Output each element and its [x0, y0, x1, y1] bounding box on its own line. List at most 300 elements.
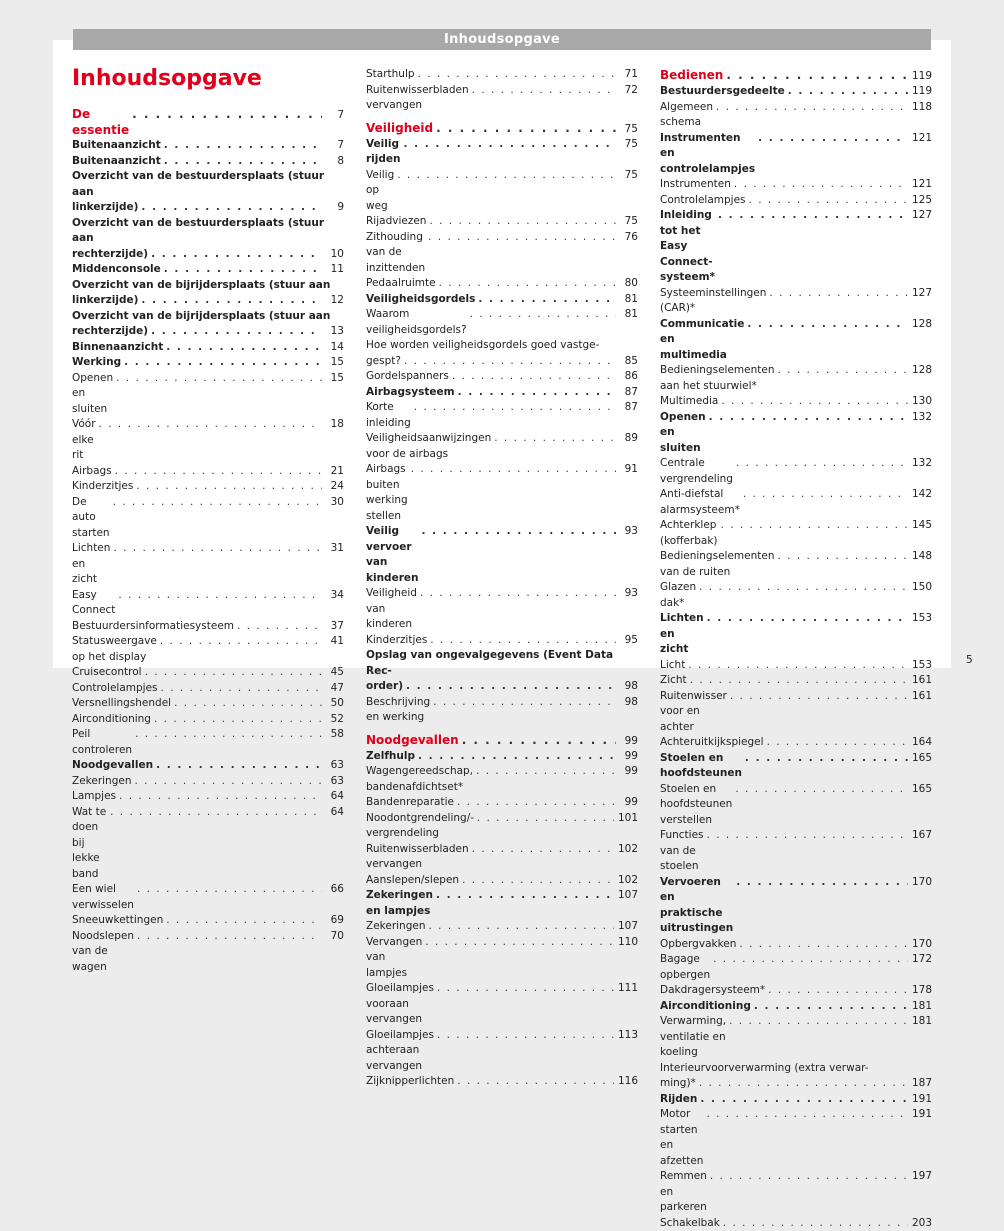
toc-leader-dots: [768, 983, 908, 999]
toc-entry[interactable]: [366, 214, 638, 230]
toc-page-number: 12: [326, 293, 344, 309]
toc-entry[interactable]: [366, 981, 638, 1028]
toc-leader-dots: [115, 464, 322, 480]
toc-entry[interactable]: [660, 286, 932, 317]
toc-entry-title: Ruitenwisserbladen vervangen: [366, 83, 469, 114]
toc-page-number: 107: [618, 919, 638, 935]
toc-leader-dots: [428, 230, 616, 246]
toc-entry-title: Functies van de stoelen: [660, 828, 704, 875]
toc-entry[interactable]: [72, 340, 344, 356]
toc-entry-title: Bandenreparatie: [366, 795, 454, 811]
toc-leader-dots: [429, 214, 616, 230]
toc-leader-dots: [688, 658, 908, 674]
toc-page-number: 99: [620, 749, 638, 765]
toc-entry-title: Kinderzitjes: [72, 479, 133, 495]
toc-leader-dots: [729, 1014, 908, 1030]
toc-page-number: 187: [912, 1076, 932, 1092]
toc-entry[interactable]: [660, 1107, 932, 1169]
toc-leader-dots: [707, 611, 908, 627]
toc-leader-dots: [747, 317, 908, 333]
toc-page-number: 91: [620, 462, 638, 478]
toc-leader-dots: [769, 286, 908, 302]
toc-entry[interactable]: [660, 983, 932, 999]
toc-entry[interactable]: [72, 712, 344, 728]
toc-leader-dots: [418, 749, 616, 765]
toc-entry[interactable]: [366, 873, 638, 889]
toc-page-number: 128: [912, 317, 932, 333]
toc-entry-title: Bestuurdersinformatiesysteem: [72, 619, 234, 635]
toc-leader-dots: [699, 580, 908, 596]
toc-entry[interactable]: [660, 580, 932, 611]
toc-entry[interactable]: [660, 208, 932, 286]
toc-entry-title: Licht: [660, 658, 685, 674]
toc-page-number: 121: [912, 177, 932, 193]
toc-entry-title: Werking: [72, 355, 121, 371]
toc-entry[interactable]: [366, 648, 638, 695]
toc-entry-title: Dakdragersysteem*: [660, 983, 765, 999]
toc-entry-title: Overzicht van de bijrijdersplaats (stuur aan: [72, 278, 344, 294]
toc-entry[interactable]: [72, 789, 344, 805]
toc-entry[interactable]: [366, 633, 638, 649]
toc-entry-title: Zekeringen en lampjes: [366, 888, 433, 919]
toc-entry[interactable]: [366, 919, 638, 935]
toc-entry[interactable]: [366, 586, 638, 633]
toc-entry-title: Peil controleren: [72, 727, 132, 758]
toc-entry[interactable]: [72, 727, 344, 758]
toc-entry[interactable]: [660, 549, 932, 580]
toc-leader-dots: [736, 875, 908, 891]
toc-entry-title: Gloeilampjes achteraan vervangen: [366, 1028, 434, 1075]
toc-page-number: 47: [326, 681, 344, 697]
toc-entry[interactable]: [366, 385, 638, 401]
toc-entry[interactable]: [660, 487, 932, 518]
toc-leader-dots: [723, 1216, 908, 1231]
toc-entry-title: Bedienen: [660, 67, 723, 83]
toc-page-number: 153: [912, 658, 932, 674]
toc-entry-title: Noodslepen van de wagen: [72, 929, 134, 976]
toc-entry[interactable]: [660, 751, 932, 782]
toc-entry[interactable]: [72, 417, 344, 464]
toc-entry[interactable]: [72, 929, 344, 976]
toc-entry[interactable]: [660, 735, 932, 751]
toc-leader-dots: [735, 782, 908, 798]
toc-leader-dots: [421, 524, 616, 540]
toc-column-1: [72, 106, 344, 975]
toc-entry[interactable]: [72, 681, 344, 697]
toc-entry-title: Airbags buiten werking stellen: [366, 462, 408, 524]
toc-leader-dots: [472, 842, 614, 858]
toc-entry-title: Bedieningselementen van de ruiten: [660, 549, 774, 580]
toc-page-number: 81: [620, 292, 638, 308]
toc-leader-dots: [151, 247, 322, 263]
toc-entry-title: Noodgevallen: [366, 732, 459, 748]
toc-leader-dots: [699, 1076, 908, 1092]
toc-page-number: 64: [326, 789, 344, 805]
toc-page-number: 119: [912, 68, 932, 84]
toc-entry[interactable]: [366, 462, 638, 524]
toc-section-heading[interactable]: [366, 120, 638, 137]
toc-entry-title: Overzicht van de bijrijdersplaats (stuur aan: [72, 309, 344, 325]
toc-leader-dots: [730, 689, 908, 705]
toc-leader-dots: [160, 634, 322, 650]
toc-entry[interactable]: [660, 999, 932, 1015]
toc-entry[interactable]: [660, 782, 932, 829]
toc-entry[interactable]: [72, 138, 344, 154]
toc-entry[interactable]: [366, 292, 638, 308]
toc-entry[interactable]: [72, 619, 344, 635]
toc-entry[interactable]: [72, 479, 344, 495]
toc-entry[interactable]: [366, 431, 638, 462]
toc-entry[interactable]: [72, 805, 344, 883]
toc-entry[interactable]: [72, 154, 344, 170]
toc-leader-dots: [452, 369, 616, 385]
toc-entry-title: Statusweergave op het display: [72, 634, 157, 665]
toc-page-number: 63: [326, 774, 344, 790]
toc-entry[interactable]: [660, 317, 932, 364]
toc-entry[interactable]: [366, 307, 638, 338]
toc-leader-dots: [166, 913, 322, 929]
toc-page-number: 75: [620, 214, 638, 230]
toc-entry-title: Noodgevallen: [72, 758, 153, 774]
toc-entry[interactable]: [366, 369, 638, 385]
toc-page-number: 58: [326, 727, 344, 743]
toc-page-number: 181: [912, 1014, 932, 1030]
toc-page-number: 165: [912, 751, 932, 767]
toc-entry-title-continued: gespt?: [366, 354, 401, 370]
toc-entry-title: Instrumenten en controlelampjes: [660, 131, 755, 178]
toc-entry[interactable]: [366, 935, 638, 982]
toc-leader-dots: [777, 363, 907, 379]
toc-leader-dots: [707, 828, 908, 844]
toc-page-number: 164: [912, 735, 932, 751]
toc-entry-title: Bagage opbergen: [660, 952, 710, 983]
toc-leader-dots: [164, 154, 322, 170]
toc-leader-dots: [462, 732, 616, 748]
toc-entry[interactable]: [660, 937, 932, 953]
toc-section-heading[interactable]: [660, 67, 932, 84]
toc-entry[interactable]: [72, 216, 344, 263]
toc-entry[interactable]: [72, 634, 344, 665]
toc-leader-dots: [99, 417, 322, 433]
toc-entry-title: Airbagsysteem: [366, 385, 455, 401]
toc-entry[interactable]: [72, 464, 344, 480]
toc-entry[interactable]: [660, 673, 932, 689]
toc-leader-dots: [418, 67, 616, 83]
toc-entry-title: Veiligheid: [366, 120, 433, 136]
toc-entry-title: Rijadviezen: [366, 214, 426, 230]
toc-entry[interactable]: [366, 137, 638, 168]
toc-leader-dots: [166, 340, 322, 356]
toc-leader-dots: [436, 120, 616, 136]
toc-entry-title: Zicht: [660, 673, 687, 689]
toc-page-number: 11: [326, 262, 344, 278]
toc-entry[interactable]: [366, 695, 638, 726]
toc-entry[interactable]: [366, 811, 638, 842]
toc-leader-dots: [164, 262, 322, 278]
toc-page-number: 95: [620, 633, 638, 649]
toc-entry[interactable]: [660, 84, 932, 100]
toc-leader-dots: [156, 758, 322, 774]
toc-entry[interactable]: [366, 1028, 638, 1075]
toc-page-number: 170: [912, 937, 932, 953]
toc-leader-dots: [237, 619, 322, 635]
toc-entry[interactable]: [366, 795, 638, 811]
toc-entry-title: Veilig vervoer van kinderen: [366, 524, 418, 586]
toc-entry-title: Zekeringen: [366, 919, 426, 935]
toc-entry-title: Een wiel verwisselen: [72, 882, 134, 913]
toc-page-number: 150: [912, 580, 932, 596]
toc-page-number: 181: [912, 999, 932, 1015]
toc-entry[interactable]: [72, 665, 344, 681]
toc-entry[interactable]: [72, 774, 344, 790]
toc-page-number: 118: [912, 100, 932, 116]
toc-page-number: 110: [618, 935, 638, 951]
toc-column-2: [366, 67, 638, 1090]
toc-entry-title: Zithouding van de inzittenden: [366, 230, 425, 277]
toc-leader-dots: [161, 681, 322, 697]
toc-leader-dots: [433, 695, 616, 711]
toc-entry-title: Algemeen schema: [660, 100, 713, 131]
toc-leader-dots: [439, 276, 616, 292]
toc-entry[interactable]: [660, 193, 932, 209]
toc-leader-dots: [710, 1169, 908, 1185]
toc-entry[interactable]: [366, 230, 638, 277]
toc-leader-dots: [718, 208, 908, 224]
toc-leader-dots: [721, 518, 908, 534]
toc-leader-dots: [404, 354, 616, 370]
toc-page-number: 99: [620, 764, 638, 780]
toc-page-number: 99: [620, 795, 638, 811]
toc-page-number: 172: [912, 952, 932, 968]
toc-page-number: 130: [912, 394, 932, 410]
toc-page-number: 145: [912, 518, 932, 534]
toc-entry[interactable]: [72, 758, 344, 774]
toc-page-number: 113: [618, 1028, 638, 1044]
toc-entry[interactable]: [660, 1216, 932, 1231]
toc-entry[interactable]: [660, 611, 932, 658]
toc-entry-title: Overzicht van de bestuurdersplaats (stuur aan: [72, 169, 344, 200]
toc-leader-dots: [767, 735, 908, 751]
page-number: 5: [966, 654, 973, 666]
toc-leader-dots: [113, 541, 322, 557]
toc-entry-title: Communicatie en multimedia: [660, 317, 744, 364]
toc-leader-dots: [397, 168, 616, 184]
toc-entry[interactable]: [366, 749, 638, 765]
toc-entry-title: Opslag van ongevalgegevens (Event Data Rec-: [366, 648, 638, 679]
toc-entry-title: Vóór elke rit: [72, 417, 96, 464]
toc-entry-title: Waarom veiligheidsgordels?: [366, 307, 467, 338]
toc-section-heading[interactable]: [366, 732, 638, 749]
toc-leader-dots: [458, 385, 616, 401]
toc-page-number: 7: [326, 138, 344, 154]
toc-entry[interactable]: [72, 169, 344, 216]
toc-page-number: 70: [326, 929, 344, 945]
toc-page-number: 102: [618, 873, 638, 889]
toc-page-number: 7: [326, 107, 344, 123]
toc-page-number: 80: [620, 276, 638, 292]
toc-page-number: 132: [912, 456, 932, 472]
toc-entry[interactable]: [72, 495, 344, 542]
toc-page-number: 45: [326, 665, 344, 681]
toc-page-number: 24: [326, 479, 344, 495]
toc-entry-title: Verwarming, ventilatie en koeling: [660, 1014, 726, 1061]
toc-entry[interactable]: [660, 100, 932, 131]
toc-entry[interactable]: [660, 952, 932, 983]
toc-page-number: 75: [620, 121, 638, 137]
toc-entry[interactable]: [366, 276, 638, 292]
toc-entry[interactable]: [660, 689, 932, 736]
toc-leader-dots: [411, 462, 616, 478]
toc-entry[interactable]: [660, 1169, 932, 1216]
toc-entry-title: Controlelampjes: [72, 681, 158, 697]
toc-entry-title: Sneeuwkettingen: [72, 913, 163, 929]
toc-entry[interactable]: [366, 400, 638, 431]
toc-entry-title: Airbags: [72, 464, 112, 480]
toc-entry-title: Openen en sluiten: [72, 371, 113, 418]
toc-page-number: 64: [326, 805, 344, 821]
toc-entry[interactable]: [366, 764, 638, 795]
toc-page-number: 76: [620, 230, 638, 246]
toc-entry-title: Gordelspanners: [366, 369, 449, 385]
toc-entry[interactable]: [660, 1092, 932, 1108]
toc-entry-title: De auto starten: [72, 495, 110, 542]
toc-leader-dots: [470, 307, 616, 323]
toc-entry[interactable]: [660, 363, 932, 394]
toc-entry[interactable]: [660, 456, 932, 487]
toc-entry[interactable]: [366, 1074, 638, 1090]
toc-entry[interactable]: [660, 875, 932, 937]
toc-entry[interactable]: [366, 67, 638, 83]
toc-entry[interactable]: [366, 83, 638, 114]
toc-entry[interactable]: [72, 309, 344, 340]
header-bar: Inhoudsopgave: [73, 29, 931, 50]
toc-entry[interactable]: [660, 177, 932, 193]
toc-page-number: 153: [912, 611, 932, 627]
toc-leader-dots: [721, 394, 908, 410]
toc-leader-dots: [736, 456, 908, 472]
toc-page-number: 87: [620, 400, 638, 416]
toc-leader-dots: [420, 586, 616, 602]
toc-entry-title: Lichten en zicht: [660, 611, 704, 658]
toc-leader-dots: [151, 324, 322, 340]
toc-entry[interactable]: [660, 131, 932, 178]
toc-entry-title: Aanslepen/slepen: [366, 873, 459, 889]
toc-entry[interactable]: [660, 658, 932, 674]
toc-page-number: 89: [620, 431, 638, 447]
toc-leader-dots: [749, 193, 908, 209]
toc-entry-title: Lampjes: [72, 789, 116, 805]
toc-leader-dots: [462, 873, 614, 889]
toc-page-number: 128: [912, 363, 932, 379]
toc-entry[interactable]: [72, 588, 344, 619]
toc-page-number: 63: [326, 758, 344, 774]
toc-page-number: 203: [912, 1216, 932, 1231]
toc-entry-title: Wagengereedschap, bandenafdichtset*: [366, 764, 473, 795]
toc-page-number: 31: [326, 541, 344, 557]
toc-entry[interactable]: [366, 168, 638, 215]
toc-entry-title-continued: ming)*: [660, 1076, 696, 1092]
toc-entry[interactable]: [366, 888, 638, 919]
toc-entry[interactable]: [660, 828, 932, 875]
toc-entry-title: Stoelen en hoofdsteunen: [660, 751, 742, 782]
toc-page-number: 87: [620, 385, 638, 401]
toc-entry-title: Inleiding tot het Easy Connect-systeem*: [660, 208, 715, 286]
toc-entry-title: Glazen dak*: [660, 580, 696, 611]
toc-page-number: 165: [912, 782, 932, 798]
toc-leader-dots: [135, 727, 322, 743]
toc-entry[interactable]: [72, 882, 344, 913]
toc-entry-title: Bestuurdersgedeelte: [660, 84, 785, 100]
toc-entry-title: Noodontgrendeling/-vergrendeling: [366, 811, 474, 842]
toc-section-heading[interactable]: [72, 106, 344, 138]
toc-leader-dots: [137, 929, 322, 945]
toc-entry[interactable]: [660, 518, 932, 549]
toc-entry[interactable]: [72, 355, 344, 371]
toc-page-number: 30: [326, 495, 344, 511]
toc-leader-dots: [154, 712, 322, 728]
toc-entry-title: Rijden: [660, 1092, 697, 1108]
toc-leader-dots: [472, 83, 616, 99]
toc-entry-title: Airconditioning: [660, 999, 751, 1015]
toc-entry[interactable]: [660, 394, 932, 410]
toc-entry[interactable]: [72, 262, 344, 278]
toc-page-number: 98: [620, 679, 638, 695]
toc-leader-dots: [110, 805, 322, 821]
toc-entry-title-continued: linkerzijde): [72, 200, 138, 216]
toc-entry[interactable]: [366, 338, 638, 369]
toc-entry-title: Zekeringen: [72, 774, 132, 790]
toc-page-number: 14: [326, 340, 344, 356]
toc-entry-title: Anti-diefstal alarmsysteem*: [660, 487, 740, 518]
toc-entry[interactable]: [660, 410, 932, 457]
toc-leader-dots: [118, 588, 322, 604]
toc-entry-title: Gloeilampjes vooraan vervangen: [366, 981, 434, 1028]
toc-entry[interactable]: [366, 524, 638, 586]
toc-entry[interactable]: [72, 696, 344, 712]
toc-leader-dots: [734, 177, 908, 193]
toc-entry-title: Zelfhulp: [366, 749, 415, 765]
toc-entry[interactable]: [72, 913, 344, 929]
toc-leader-dots: [425, 935, 614, 951]
toc-entry-title: Binnenaanzicht: [72, 340, 163, 356]
toc-entry[interactable]: [72, 278, 344, 309]
toc-leader-dots: [145, 665, 322, 681]
toc-page-number: 178: [912, 983, 932, 999]
toc-entry[interactable]: [72, 541, 344, 588]
toc-leader-dots: [406, 679, 616, 695]
toc-leader-dots: [141, 200, 322, 216]
toc-entry-title: Achterklep (kofferbak): [660, 518, 718, 549]
toc-leader-dots: [174, 696, 322, 712]
toc-entry-title: Instrumenten: [660, 177, 731, 193]
toc-leader-dots: [403, 137, 616, 153]
toc-page-number: 148: [912, 549, 932, 565]
toc-leader-dots: [437, 1028, 614, 1044]
toc-leader-dots: [713, 952, 908, 968]
toc-page-number: 52: [326, 712, 344, 728]
toc-page-number: 127: [912, 286, 932, 302]
toc-entry-title: Stoelen en hoofdsteunen verstellen: [660, 782, 732, 829]
toc-entry[interactable]: [660, 1061, 932, 1092]
toc-entry-title-continued: rechterzijde): [72, 324, 148, 340]
toc-entry[interactable]: [72, 371, 344, 418]
toc-leader-dots: [135, 774, 323, 790]
toc-entry[interactable]: [660, 1014, 932, 1061]
toc-entry[interactable]: [366, 842, 638, 873]
toc-page-number: 15: [326, 355, 344, 371]
toc-page-number: 13: [326, 324, 344, 340]
toc-page-number: 85: [620, 354, 638, 370]
